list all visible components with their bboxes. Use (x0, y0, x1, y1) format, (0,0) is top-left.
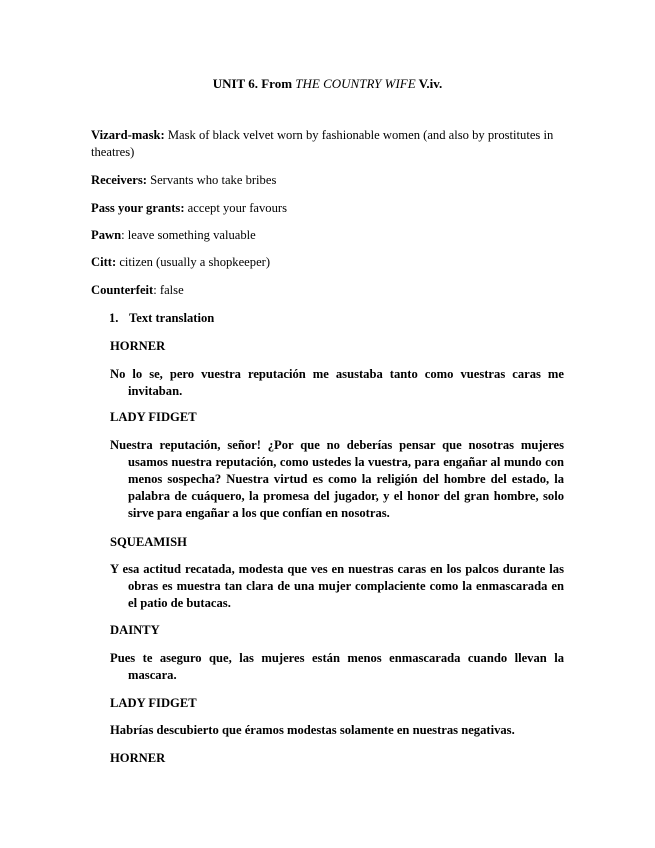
speech-text: Y esa actitud recatada, modesta que ves en nuestras caras en los palcos durante las obras es muestra tan clara de una mujer complaciente como la enmascarada en el patio de butacas. (110, 562, 564, 610)
glossary-definition: Servants who take bribes (146, 173, 277, 187)
glossary-entry-citt (91, 254, 566, 271)
glossary-entry-pass-your-grants (91, 200, 566, 217)
glossary-entry-vizard-mask (91, 127, 566, 161)
glossary-term: Counterfeit (91, 283, 154, 297)
speaker-name: HORNER (110, 339, 166, 353)
speaker-name: SQUEAMISH (110, 535, 187, 549)
glossary-definition: Mask of black velvet worn by fashionable women (and also by prostitutes in theatres) (91, 128, 554, 159)
speech-text: Pues te aseguro que, las mujeres están menos enmascarada cuando llevan la mascara. (110, 651, 564, 682)
page-title (0, 75, 655, 92)
glossary-term: Pawn (91, 228, 122, 242)
section-label: Text translation (129, 311, 215, 325)
section-heading (109, 310, 214, 327)
title-prefix: UNIT 6. From (212, 76, 296, 91)
glossary-term: Pass your grants: (91, 201, 185, 215)
speaker-name: LADY FIDGET (110, 410, 197, 424)
speaker-name: LADY FIDGET (110, 696, 197, 710)
speaker-name: DAINTY (110, 623, 160, 637)
speech-text: Nuestra reputación, señor! ¿Por que no deberías pensar que nosotras mujeres usamos nuestra reputación, como ustedes la vuestra, para engañar al mundo con menos sospecha? Nuestra virtud es como la religión del hombre del estado, la palabra de cuáquero, la promesa del jugador, y el honor del gran hombre, solo sirve para engañar a los que confían en nosotras. (110, 438, 564, 520)
glossary-definition: : leave something valuable (121, 228, 256, 242)
glossary-term: Receivers: (91, 173, 147, 187)
glossary-definition: : false (153, 283, 184, 297)
glossary-entry-receivers (91, 172, 566, 189)
speaker-name: HORNER (110, 751, 166, 765)
speech-text: No lo se, pero vuestra reputación me asustaba tanto como vuestras caras me invitaban. (110, 367, 564, 398)
glossary-term: Citt: (91, 255, 117, 269)
glossary-definition: citizen (usually a shopkeeper) (116, 255, 271, 269)
glossary-term: Vizard-mask: (91, 128, 165, 142)
speech-text: Habrías descubierto que éramos modestas solamente en nuestras negativas. (110, 723, 515, 737)
glossary-entry-counterfeit (91, 282, 566, 299)
title-work: THE COUNTRY WIFE (295, 76, 416, 91)
glossary-definition: accept your favours (184, 201, 287, 215)
section-number: 1. (109, 311, 119, 325)
title-suffix: V.iv. (415, 76, 443, 91)
glossary-entry-pawn (91, 227, 566, 244)
